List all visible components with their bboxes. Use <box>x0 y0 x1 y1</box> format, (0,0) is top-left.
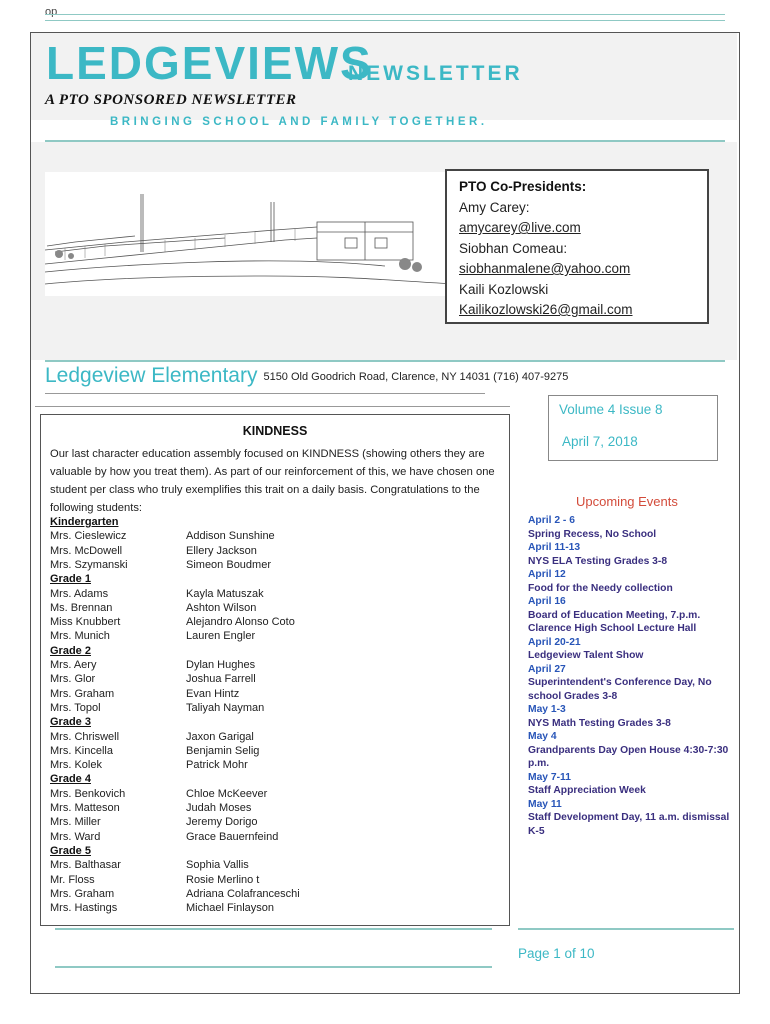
teacher-name: Mrs. Matteson <box>50 802 120 814</box>
student-name: Evan Hintz <box>186 687 240 700</box>
student-name: Addison Sunshine <box>186 530 275 543</box>
event-description: Spring Recess, No School <box>528 528 657 540</box>
event-date: April 16 <box>528 596 566 607</box>
event-date: May 4 <box>528 731 557 742</box>
student-name: Ellery Jackson <box>186 544 257 557</box>
student-name: Grace Bauernfeind <box>186 830 279 843</box>
student-name: Joshua Farrell <box>186 673 256 686</box>
contact-name: Amy Carey: <box>459 199 530 215</box>
school-rule <box>45 360 725 362</box>
teacher-name: Mr. Floss <box>50 873 95 886</box>
student-name: Patrick Mohr <box>186 759 248 772</box>
motto: BRINGING SCHOOL AND FAMILY TOGETHER. <box>110 116 488 128</box>
teacher-name: Mrs. Munich <box>50 630 110 643</box>
teacher-name: Mrs. Miller <box>50 816 101 829</box>
student-name: Jeremy Dorigo <box>186 816 258 829</box>
section-rule <box>45 393 485 394</box>
event-date: April 27 <box>528 663 566 675</box>
event-description: Superintendent's Conference Day, No school Grades 3-8 <box>528 677 712 702</box>
teacher-name: Mrs. Cieslewicz <box>50 530 127 543</box>
teacher-name: Mrs. Kolek <box>50 759 102 772</box>
teacher-name: Mrs. McDowell <box>50 544 123 557</box>
kindness-article <box>40 414 510 926</box>
student-name: Michael Finlayson <box>186 902 275 915</box>
teacher-name: Mrs. Benkovich <box>50 787 126 800</box>
student-name: Rosie Merlino t <box>186 873 260 886</box>
footer-rule-3 <box>518 928 734 930</box>
teacher-name: Ms. Brennan <box>50 601 113 614</box>
issue-volume: Volume 4 Issue 8 <box>559 402 663 417</box>
grade-heading: Grade 2 <box>50 644 91 657</box>
teacher-name: Mrs. Topol <box>50 701 101 714</box>
teacher-name: Mrs. Balthasar <box>50 859 121 872</box>
school-address: 5150 Old Goodrich Road, Clarence, NY 14031 (716) 407-9275 <box>263 371 569 383</box>
event-date: April 12 <box>528 569 566 580</box>
student-name: Adriana Colafranceschi <box>186 887 300 900</box>
event-description: Grandparents Day Open House 4:30-7:30 p.m. <box>528 744 729 769</box>
contact-email-link[interactable]: Kailikozlowski26@gmail.com <box>459 302 633 317</box>
student-name: Sophia Vallis <box>186 859 249 872</box>
masthead-title: LEDGEVIEWS <box>46 37 373 89</box>
event-description: Ledgeview Talent Show <box>528 650 644 661</box>
contact-email-link[interactable]: amycarey@live.com <box>459 220 581 235</box>
corner-mark: op <box>45 6 58 17</box>
events-list <box>528 514 733 838</box>
student-name: Ashton Wilson <box>186 601 257 614</box>
masthead-rule <box>45 140 725 142</box>
pto-contacts-title: PTO Co-Presidents: <box>459 179 587 194</box>
student-name: Chloe McKeever <box>186 787 268 800</box>
event-description: Staff Appreciation Week <box>528 785 646 796</box>
teacher-name: Mrs. Adams <box>50 587 109 600</box>
teacher-name: Mrs. Chriswell <box>50 730 120 743</box>
event-date: April 2 - 6 <box>528 515 575 526</box>
school-building-sketch <box>45 172 455 296</box>
contact-name: Kaili Kozlowski <box>459 281 549 297</box>
teacher-name: Mrs. Kincella <box>50 744 113 757</box>
grade-heading: Grade 3 <box>50 716 91 729</box>
teacher-name: Mrs. Graham <box>50 887 115 900</box>
student-name: Simeon Boudmer <box>186 558 271 571</box>
student-name: Alejandro Alonso Coto <box>186 616 295 629</box>
grade-heading: Grade 5 <box>50 844 91 857</box>
top-rule-2 <box>45 20 725 21</box>
student-name: Judah Moses <box>186 802 252 814</box>
grade-heading: Grade 4 <box>50 773 91 786</box>
student-name: Kayla Matuszak <box>186 587 264 600</box>
event-description: Staff Development Day, 11 a.m. dismissal K-5 <box>528 812 730 837</box>
teacher-name: Mrs. Ward <box>50 830 101 843</box>
event-date: April 11-13 <box>528 542 581 553</box>
footer-rule <box>55 928 492 930</box>
school-sketch-image <box>45 172 455 296</box>
kindness-intro: Our last character education assembly focused on KINDNESS (showing others they are valuable by how you treat them). As part of our reinforcement of this, we have chosen one student per class who truly exemplifies this trait on a daily basis. Congratulations to the following students: <box>50 448 495 514</box>
teacher-name: Miss Knubbert <box>50 616 121 629</box>
grade-heading: Grade 1 <box>50 573 91 586</box>
kindness-title: KINDNESS <box>242 424 308 438</box>
teacher-name: Mrs. Glor <box>50 673 96 686</box>
teacher-name: Mrs. Hastings <box>50 902 118 915</box>
event-description: Food for the Needy collection <box>528 582 673 594</box>
masthead-subtitle: NEWSLETTER <box>348 62 523 85</box>
teacher-name: Mrs. Graham <box>50 687 115 700</box>
school-name: Ledgeview Elementary <box>45 364 258 387</box>
top-rule <box>45 14 725 15</box>
event-date: May 1-3 <box>528 704 566 715</box>
event-description: NYS ELA Testing Grades 3-8 <box>528 555 668 567</box>
page-number: Page 1 of 10 <box>518 946 595 961</box>
event-date: May 11 <box>528 798 562 810</box>
issue-info-box <box>548 395 718 461</box>
contact-email-link[interactable]: siobhanmalene@yahoo.com <box>459 261 631 276</box>
tagline: A PTO SPONSORED NEWSLETTER <box>45 92 297 108</box>
pto-contacts-box <box>445 169 709 324</box>
issue-date: April 7, 2018 <box>562 434 638 449</box>
student-name: Taliyah Nayman <box>186 701 265 714</box>
event-date: April 20-21 <box>528 636 581 648</box>
section-rule-2 <box>35 406 510 407</box>
teacher-name: Mrs. Szymanski <box>50 558 128 571</box>
teacher-name: Mrs. Aery <box>50 659 97 671</box>
event-description: Board of Education Meeting, 7.p.m. Clarence High School Lecture Hall <box>528 609 701 634</box>
footer-rule-2 <box>55 966 492 968</box>
school-line <box>45 364 568 388</box>
grade-heading: Kindergarten <box>50 516 119 528</box>
student-name: Jaxon Garigal <box>186 730 254 743</box>
student-name: Lauren Engler <box>186 630 256 643</box>
contact-name: Siobhan Comeau: <box>459 240 568 256</box>
event-description: NYS Math Testing Grades 3-8 <box>528 717 671 729</box>
event-date: May 7-11 <box>528 771 571 783</box>
upcoming-events-title: Upcoming Events <box>576 494 678 509</box>
student-name: Benjamin Selig <box>186 744 260 757</box>
student-name: Dylan Hughes <box>186 659 256 671</box>
